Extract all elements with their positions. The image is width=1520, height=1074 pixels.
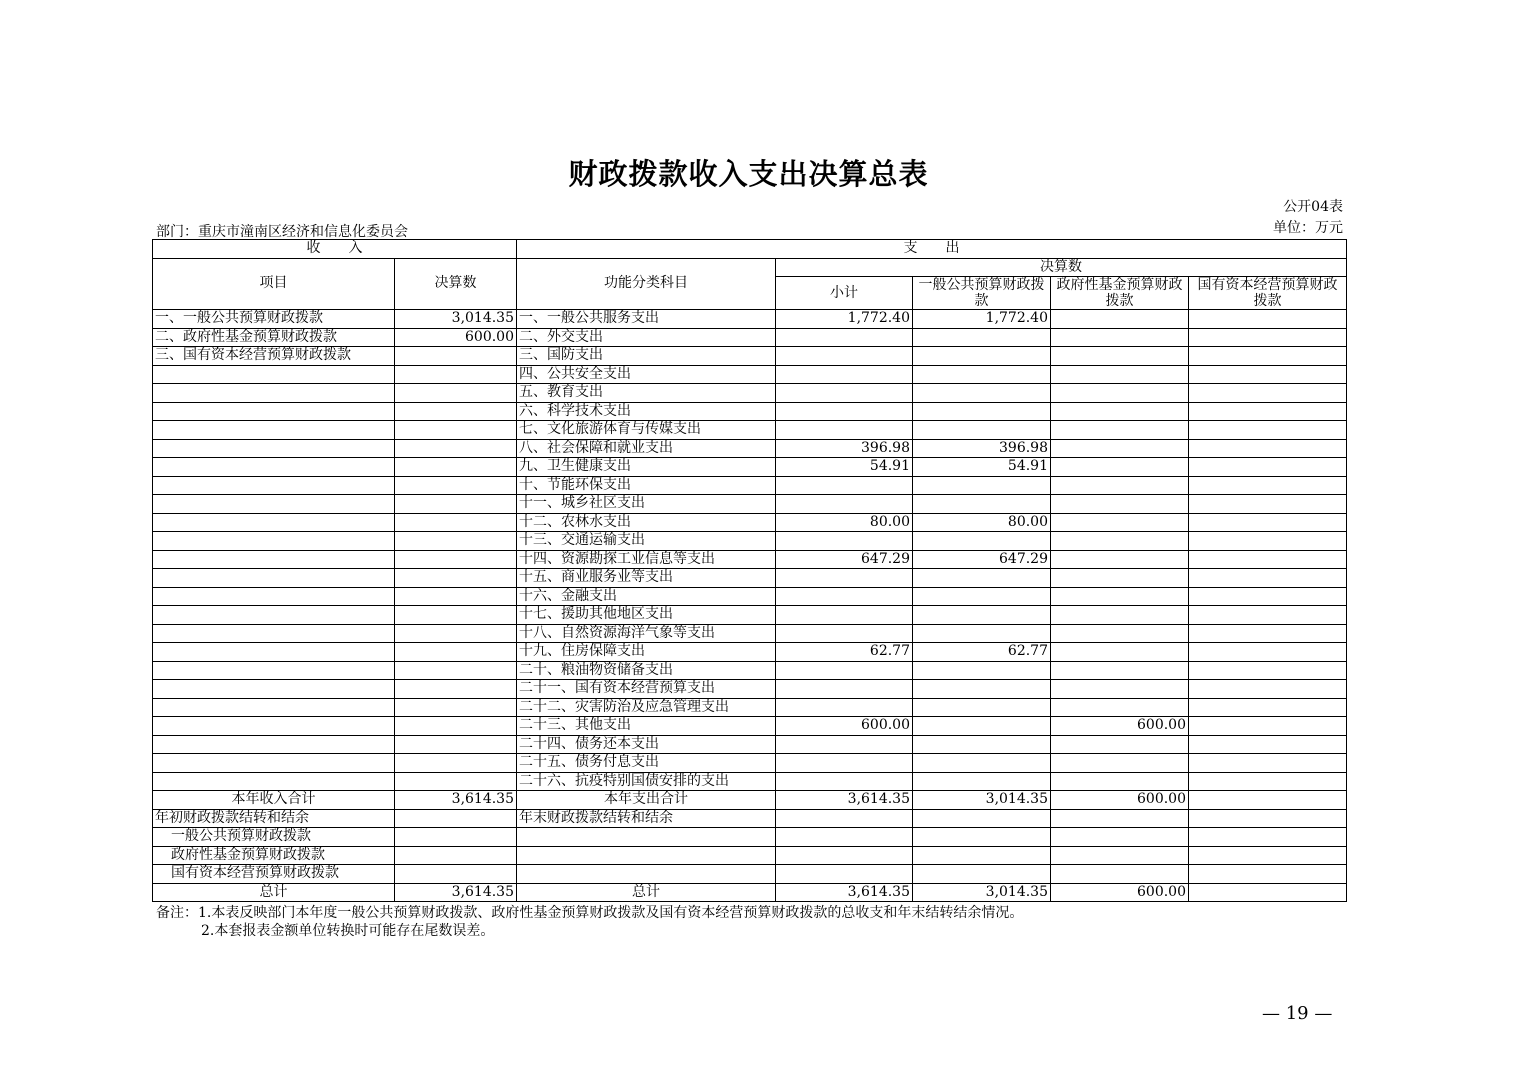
expense-group-header: 支 出 — [517, 240, 1347, 259]
soe-budget-cell — [1189, 458, 1347, 477]
income-group-header: 收 入 — [153, 240, 517, 259]
function-item-cell: 二十二、灾害防治及应急管理支出 — [517, 698, 776, 717]
general-budget-cell — [913, 717, 1051, 736]
income-item-cell — [153, 550, 395, 569]
empty-cell — [517, 828, 776, 847]
general-budget-cell — [913, 809, 1051, 828]
subtotal-cell — [776, 661, 913, 680]
carry-sub-row — [153, 865, 1347, 884]
fund-budget-cell — [1051, 661, 1189, 680]
soe-budget-cell — [1189, 532, 1347, 551]
income-amount-cell — [395, 587, 517, 606]
function-item-cell: 三、国防支出 — [517, 347, 776, 366]
subtotal-cell: 80.00 — [776, 513, 913, 532]
fund-budget-cell — [1051, 587, 1189, 606]
empty-cell — [913, 846, 1051, 865]
fund-budget-cell — [1051, 421, 1189, 440]
header-group-row — [153, 240, 1347, 259]
subtotal-cell — [776, 402, 913, 421]
col-fund-header: 政府性基金预算财政拨款 — [1051, 277, 1189, 310]
subtotal-cell — [776, 421, 913, 440]
soe-budget-cell — [1189, 754, 1347, 773]
general-budget-cell: 3,014.35 — [913, 791, 1051, 810]
function-item-cell: 十一、城乡社区支出 — [517, 495, 776, 514]
function-item-cell: 七、文化旅游体育与传媒支出 — [517, 421, 776, 440]
function-item-cell: 二、外交支出 — [517, 328, 776, 347]
fund-budget-cell — [1051, 476, 1189, 495]
income-item-cell — [153, 476, 395, 495]
general-budget-cell — [913, 772, 1051, 791]
soe-budget-cell — [1189, 495, 1347, 514]
function-item-cell: 二十六、抗疫特别国债安排的支出 — [517, 772, 776, 791]
soe-budget-cell — [1189, 717, 1347, 736]
income-item-cell — [153, 772, 395, 791]
subtotal-cell — [776, 754, 913, 773]
general-budget-cell — [913, 476, 1051, 495]
income-item-cell — [153, 384, 395, 403]
carry-sub-item-cell: 国有资本经营预算财政拨款 — [153, 865, 395, 884]
income-amount-cell — [395, 643, 517, 662]
soe-budget-cell — [1189, 402, 1347, 421]
income-amount-cell — [395, 680, 517, 699]
income-item-cell — [153, 495, 395, 514]
general-budget-cell — [913, 587, 1051, 606]
table-row — [153, 680, 1347, 699]
table-row — [153, 495, 1347, 514]
income-amount-cell — [395, 421, 517, 440]
soe-budget-cell — [1189, 624, 1347, 643]
income-amount-cell — [395, 735, 517, 754]
income-amount-cell — [395, 439, 517, 458]
income-item-cell — [153, 643, 395, 662]
general-budget-cell: 3,014.35 — [913, 883, 1051, 902]
fund-budget-cell: 600.00 — [1051, 791, 1189, 810]
soe-budget-cell — [1189, 328, 1347, 347]
general-budget-cell — [913, 347, 1051, 366]
fund-budget-cell — [1051, 402, 1189, 421]
subtotal-cell — [776, 532, 913, 551]
empty-cell — [395, 865, 517, 884]
income-item-cell: 总计 — [153, 883, 395, 902]
fund-budget-cell — [1051, 439, 1189, 458]
fund-budget-cell — [1051, 809, 1189, 828]
table-row — [153, 698, 1347, 717]
income-item-cell: 二、政府性基金预算财政拨款 — [153, 328, 395, 347]
subtotal-cell — [776, 680, 913, 699]
carry-sub-row — [153, 828, 1347, 847]
table-row — [153, 476, 1347, 495]
table-row — [153, 754, 1347, 773]
income-amount-cell — [395, 384, 517, 403]
table-row — [153, 661, 1347, 680]
subtotal-cell — [776, 365, 913, 384]
function-item-cell: 十二、农林水支出 — [517, 513, 776, 532]
table-row — [153, 587, 1347, 606]
carry-sub-item-cell: 政府性基金预算财政拨款 — [153, 846, 395, 865]
income-item-cell — [153, 587, 395, 606]
empty-cell — [913, 828, 1051, 847]
income-item-cell — [153, 402, 395, 421]
function-item-cell: 二十四、债务还本支出 — [517, 735, 776, 754]
table-row — [153, 328, 1347, 347]
empty-cell — [517, 846, 776, 865]
income-amount-cell — [395, 495, 517, 514]
general-budget-cell — [913, 624, 1051, 643]
empty-cell — [1189, 828, 1347, 847]
form-number: 公开04表 — [1283, 199, 1343, 215]
fund-budget-cell — [1051, 735, 1189, 754]
empty-cell — [1051, 865, 1189, 884]
fund-budget-cell: 600.00 — [1051, 717, 1189, 736]
income-item-cell — [153, 569, 395, 588]
general-budget-cell: 396.98 — [913, 439, 1051, 458]
income-amount-cell — [395, 717, 517, 736]
empty-cell — [776, 865, 913, 884]
col-soe-header: 国有资本经营预算财政拨款 — [1189, 277, 1347, 310]
table-row — [153, 513, 1347, 532]
fund-budget-cell — [1051, 569, 1189, 588]
fund-budget-cell — [1051, 495, 1189, 514]
income-amount-cell — [395, 402, 517, 421]
fund-budget-cell — [1051, 643, 1189, 662]
fund-budget-cell: 600.00 — [1051, 883, 1189, 902]
function-item-cell: 一、一般公共服务支出 — [517, 310, 776, 329]
income-amount-cell — [395, 532, 517, 551]
fund-budget-cell — [1051, 606, 1189, 625]
function-item-cell: 八、社会保障和就业支出 — [517, 439, 776, 458]
income-amount-cell — [395, 661, 517, 680]
income-item-cell: 三、国有资本经营预算财政拨款 — [153, 347, 395, 366]
subtotal-cell — [776, 606, 913, 625]
soe-budget-cell — [1189, 791, 1347, 810]
table-row — [153, 569, 1347, 588]
subtotal-cell: 54.91 — [776, 458, 913, 477]
subtotal-cell — [776, 569, 913, 588]
soe-budget-cell — [1189, 365, 1347, 384]
empty-cell — [395, 828, 517, 847]
general-budget-cell — [913, 606, 1051, 625]
general-budget-cell — [913, 532, 1051, 551]
fund-budget-cell — [1051, 347, 1189, 366]
income-item-cell: 年初财政拨款结转和结余 — [153, 809, 395, 828]
general-budget-cell — [913, 569, 1051, 588]
subtotal-cell — [776, 698, 913, 717]
function-item-cell: 十七、援助其他地区支出 — [517, 606, 776, 625]
general-budget-cell — [913, 661, 1051, 680]
col-final-header: 决算数 — [776, 258, 1347, 277]
income-amount-cell: 3,614.35 — [395, 791, 517, 810]
empty-cell — [913, 865, 1051, 884]
income-amount-cell — [395, 754, 517, 773]
income-item-cell: 本年收入合计 — [153, 791, 395, 810]
empty-cell — [1051, 828, 1189, 847]
subtotal-cell — [776, 476, 913, 495]
income-amount-cell: 3,614.35 — [395, 883, 517, 902]
function-item-cell: 五、教育支出 — [517, 384, 776, 403]
general-budget-cell — [913, 365, 1051, 384]
empty-cell — [1051, 846, 1189, 865]
soe-budget-cell — [1189, 643, 1347, 662]
soe-budget-cell — [1189, 347, 1347, 366]
general-budget-cell — [913, 421, 1051, 440]
income-item-cell — [153, 532, 395, 551]
income-amount-cell — [395, 365, 517, 384]
fund-budget-cell — [1051, 698, 1189, 717]
col-func-header: 功能分类科目 — [517, 258, 776, 310]
table-row — [153, 624, 1347, 643]
soe-budget-cell — [1189, 698, 1347, 717]
soe-budget-cell — [1189, 661, 1347, 680]
subtotal-cell — [776, 495, 913, 514]
carry-sub-item-cell: 一般公共预算财政拨款 — [153, 828, 395, 847]
table-row — [153, 458, 1347, 477]
general-budget-cell: 54.91 — [913, 458, 1051, 477]
table-row — [153, 532, 1347, 551]
income-item-cell — [153, 754, 395, 773]
income-item-cell: 一、一般公共预算财政拨款 — [153, 310, 395, 329]
income-amount-cell — [395, 569, 517, 588]
function-item-cell: 二十五、债务付息支出 — [517, 754, 776, 773]
fund-budget-cell — [1051, 754, 1189, 773]
function-item-cell: 十六、金融支出 — [517, 587, 776, 606]
general-budget-cell: 647.29 — [913, 550, 1051, 569]
general-budget-cell: 80.00 — [913, 513, 1051, 532]
fund-budget-cell — [1051, 624, 1189, 643]
fund-budget-cell — [1051, 680, 1189, 699]
general-budget-cell — [913, 754, 1051, 773]
function-item-cell: 二十三、其他支出 — [517, 717, 776, 736]
fund-budget-cell — [1051, 365, 1189, 384]
fund-budget-cell — [1051, 550, 1189, 569]
income-item-cell — [153, 606, 395, 625]
soe-budget-cell — [1189, 809, 1347, 828]
income-item-cell — [153, 661, 395, 680]
income-amount-cell — [395, 513, 517, 532]
subtotal-cell: 600.00 — [776, 717, 913, 736]
empty-cell — [1189, 865, 1347, 884]
table-row — [153, 310, 1347, 329]
subtotal-cell — [776, 384, 913, 403]
income-amount-cell — [395, 698, 517, 717]
income-item-cell — [153, 680, 395, 699]
soe-budget-cell — [1189, 883, 1347, 902]
note-line-1: 备注：1.本表反映部门本年度一般公共预算财政拨款、政府性基金预算财政拨款及国有资本经营预算财政拨款的总收支和年末结转结余情况。 — [156, 905, 1024, 921]
function-item-cell: 本年支出合计 — [517, 791, 776, 810]
income-item-cell — [153, 513, 395, 532]
function-item-cell: 十三、交通运输支出 — [517, 532, 776, 551]
soe-budget-cell — [1189, 587, 1347, 606]
subtotal-cell: 62.77 — [776, 643, 913, 662]
general-budget-cell — [913, 698, 1051, 717]
department-label: 部门：重庆市潼南区经济和信息化委员会 — [156, 224, 408, 240]
table-row — [153, 402, 1347, 421]
table-row — [153, 421, 1347, 440]
general-budget-cell — [913, 328, 1051, 347]
function-item-cell: 二十、粮油物资储备支出 — [517, 661, 776, 680]
soe-budget-cell — [1189, 550, 1347, 569]
page-number: — 19 — — [1262, 1003, 1333, 1024]
table-row — [153, 717, 1347, 736]
soe-budget-cell — [1189, 310, 1347, 329]
table-row — [153, 384, 1347, 403]
function-item-cell: 四、公共安全支出 — [517, 365, 776, 384]
function-item-cell: 六、科学技术支出 — [517, 402, 776, 421]
fund-budget-cell — [1051, 772, 1189, 791]
table-row — [153, 772, 1347, 791]
subtotal-cell: 3,614.35 — [776, 791, 913, 810]
income-amount-cell — [395, 624, 517, 643]
subtotal-cell — [776, 624, 913, 643]
function-item-cell: 年末财政拨款结转和结余 — [517, 809, 776, 828]
income-item-cell — [153, 698, 395, 717]
empty-cell — [776, 828, 913, 847]
income-item-cell — [153, 624, 395, 643]
subtotal-cell: 396.98 — [776, 439, 913, 458]
general-budget-cell: 1,772.40 — [913, 310, 1051, 329]
empty-cell — [776, 846, 913, 865]
fund-budget-cell — [1051, 328, 1189, 347]
income-amount-cell — [395, 772, 517, 791]
income-amount-cell — [395, 458, 517, 477]
income-amount-cell — [395, 476, 517, 495]
col-general-header: 一般公共预算财政拨款 — [913, 277, 1051, 310]
fund-budget-cell — [1051, 532, 1189, 551]
fund-budget-cell — [1051, 458, 1189, 477]
income-amount-cell: 3,014.35 — [395, 310, 517, 329]
soe-budget-cell — [1189, 569, 1347, 588]
subtotal-cell — [776, 735, 913, 754]
income-amount-cell — [395, 809, 517, 828]
empty-cell — [395, 846, 517, 865]
table-row — [153, 735, 1347, 754]
soe-budget-cell — [1189, 735, 1347, 754]
subtotal-cell — [776, 328, 913, 347]
table-row — [153, 550, 1347, 569]
function-item-cell: 九、卫生健康支出 — [517, 458, 776, 477]
col-sub-header: 小计 — [776, 277, 913, 310]
soe-budget-cell — [1189, 606, 1347, 625]
fund-budget-cell — [1051, 513, 1189, 532]
function-item-cell: 十八、自然资源海洋气象等支出 — [517, 624, 776, 643]
table-row — [153, 365, 1347, 384]
soe-budget-cell — [1189, 772, 1347, 791]
function-item-cell: 十五、商业服务业等支出 — [517, 569, 776, 588]
general-budget-cell — [913, 495, 1051, 514]
income-item-cell — [153, 439, 395, 458]
general-budget-cell — [913, 384, 1051, 403]
col-item-header: 项目 — [153, 258, 395, 310]
table-row — [153, 439, 1347, 458]
soe-budget-cell — [1189, 384, 1347, 403]
notes — [156, 904, 1023, 940]
subtotal-cell — [776, 347, 913, 366]
income-amount-cell — [395, 347, 517, 366]
income-amount-cell — [395, 550, 517, 569]
subtotal-cell — [776, 772, 913, 791]
subtotal-cell — [776, 587, 913, 606]
subtotal-cell: 647.29 — [776, 550, 913, 569]
general-budget-cell — [913, 680, 1051, 699]
soe-budget-cell — [1189, 421, 1347, 440]
subtotal-cell: 1,772.40 — [776, 310, 913, 329]
income-item-cell — [153, 735, 395, 754]
income-amount-cell: 600.00 — [395, 328, 517, 347]
fund-budget-cell — [1051, 310, 1189, 329]
empty-cell — [517, 865, 776, 884]
soe-budget-cell — [1189, 439, 1347, 458]
unit-label: 单位：万元 — [1273, 220, 1343, 236]
grand-total-row — [153, 883, 1347, 902]
header-row — [153, 258, 1347, 277]
year-total-row — [153, 791, 1347, 810]
page-title: 财政拨款收入支出决算总表 — [568, 157, 929, 191]
function-item-cell: 总计 — [517, 883, 776, 902]
function-item-cell: 二十一、国有资本经营预算支出 — [517, 680, 776, 699]
fund-budget-cell — [1051, 384, 1189, 403]
soe-budget-cell — [1189, 680, 1347, 699]
income-item-cell — [153, 717, 395, 736]
income-item-cell — [153, 421, 395, 440]
carry-over-row — [153, 809, 1347, 828]
income-amount-cell — [395, 606, 517, 625]
table-row — [153, 347, 1347, 366]
income-item-cell — [153, 365, 395, 384]
soe-budget-cell — [1189, 513, 1347, 532]
general-budget-cell — [913, 402, 1051, 421]
function-item-cell: 十四、资源勘探工业信息等支出 — [517, 550, 776, 569]
general-budget-cell — [913, 735, 1051, 754]
subtotal-cell: 3,614.35 — [776, 883, 913, 902]
soe-budget-cell — [1189, 476, 1347, 495]
income-item-cell — [153, 458, 395, 477]
function-item-cell: 十九、住房保障支出 — [517, 643, 776, 662]
table-row — [153, 643, 1347, 662]
empty-cell — [1189, 846, 1347, 865]
subtotal-cell — [776, 809, 913, 828]
col-amount-header: 决算数 — [395, 258, 517, 310]
budget-table — [152, 239, 1347, 902]
table-row — [153, 606, 1347, 625]
note-line-2: 2.本套报表金额单位转换时可能存在尾数误差。 — [201, 923, 495, 939]
function-item-cell: 十、节能环保支出 — [517, 476, 776, 495]
carry-sub-row — [153, 846, 1347, 865]
general-budget-cell: 62.77 — [913, 643, 1051, 662]
